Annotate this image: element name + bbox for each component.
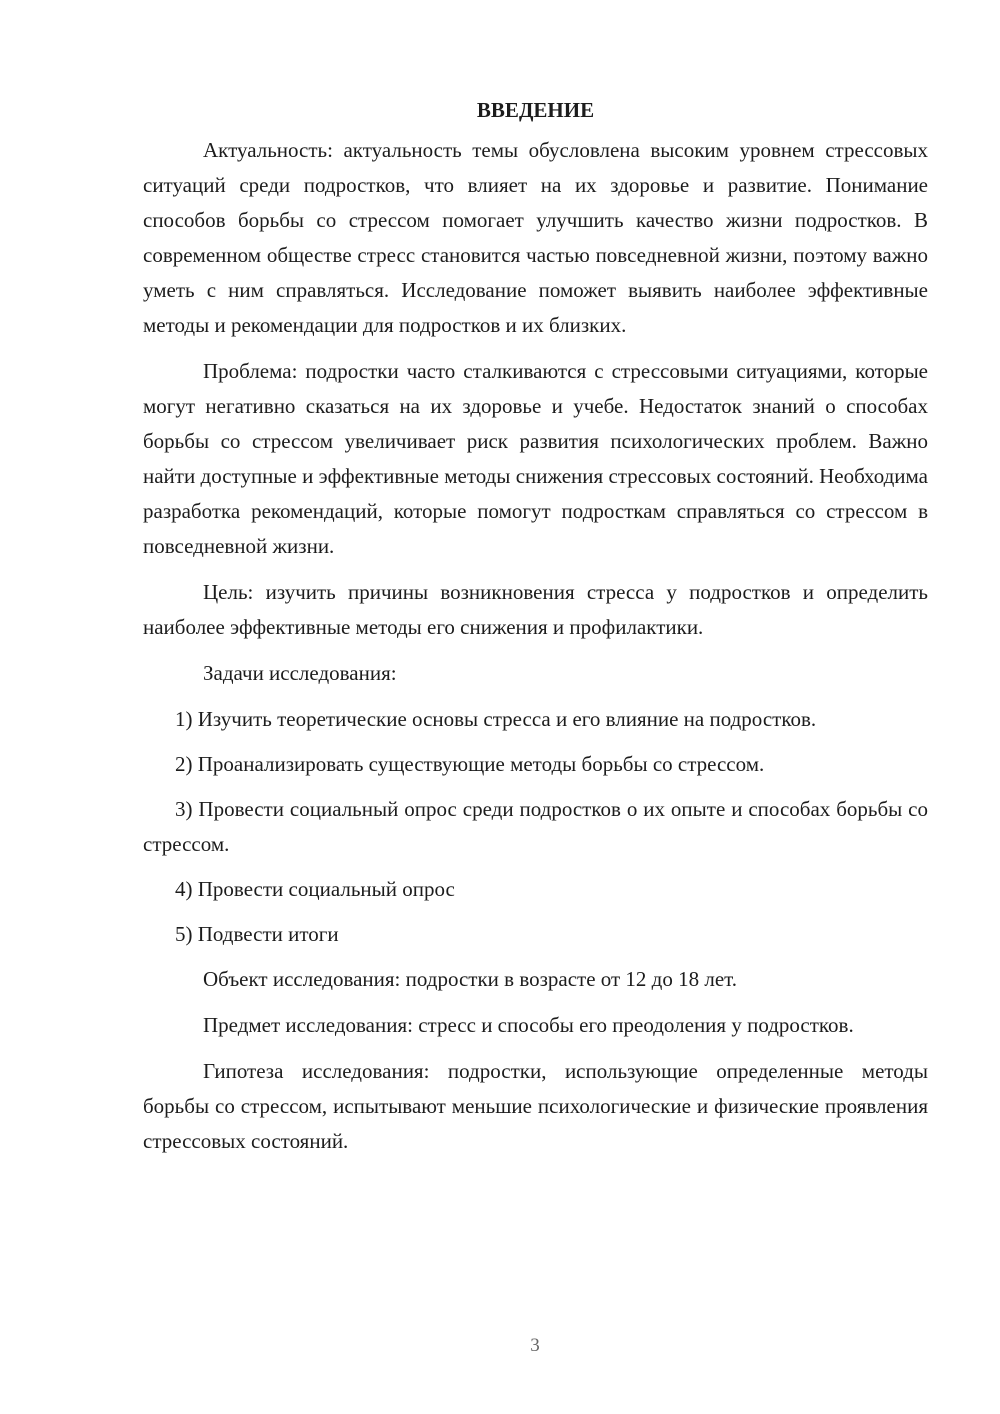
tasks-heading: Задачи исследования: — [203, 661, 397, 685]
page-number: 3 — [530, 1335, 540, 1356]
document-page — [143, 95, 928, 1170]
relevance-paragraph: Актуальность: актуальность темы обусловлена высоким уровнем стрессовых ситуаций среди подростков, что влияет на их здоровье и развитие. Понимание способов борьбы со стрессом помогает улучшить качество жизни подростков. В современном обществе стресс становится частью повседневной жизни, поэтому важно уметь с ним справляться. Исследование поможет выявить наиболее эффективные методы и рекомендации для подростков и их близких. — [143, 138, 928, 337]
object-paragraph: Объект исследования: подростки в возрасте от 12 до 18 лет. — [203, 967, 738, 991]
goal-paragraph: Цель: изучить причины возникновения стресса у подростков и определить наиболее эффективные методы его снижения и профилактики. — [143, 580, 928, 639]
problem-paragraph: Проблема: подростки часто сталкиваются с стрессовыми ситуациями, которые могут негативно сказаться на их здоровье и учебе. Недостаток знаний о способах борьбы со стрессом увеличивает риск развития психологических проблем. Важно найти доступные и эффективные методы снижения стрессовых состояний. Необходима разработка рекомендаций, которые помогут подросткам справляться со стрессом в повседневной жизни. — [143, 359, 928, 558]
task-item: 3) Провести социальный опрос среди подростков о их опыте и способах борьбы со стрессом. — [143, 797, 928, 856]
task-item: 4) Провести социальный опрос — [175, 877, 455, 901]
task-item: 2) Проанализировать существующие методы борьбы со стрессом. — [175, 752, 765, 776]
subject-paragraph: Предмет исследования: стресс и способы его преодоления у подростков. — [203, 1013, 854, 1037]
task-item: 1) Изучить теоретические основы стресса и его влияние на подростков. — [175, 707, 817, 731]
hypothesis-paragraph: Гипотеза исследования: подростки, использующие определенные методы борьбы со стрессом, испытывают меньшие психологические и физические проявления стрессовых состояний. — [143, 1059, 928, 1153]
task-item: 5) Подвести итоги — [175, 922, 339, 946]
section-title: ВВЕДЕНИЕ — [476, 98, 595, 122]
